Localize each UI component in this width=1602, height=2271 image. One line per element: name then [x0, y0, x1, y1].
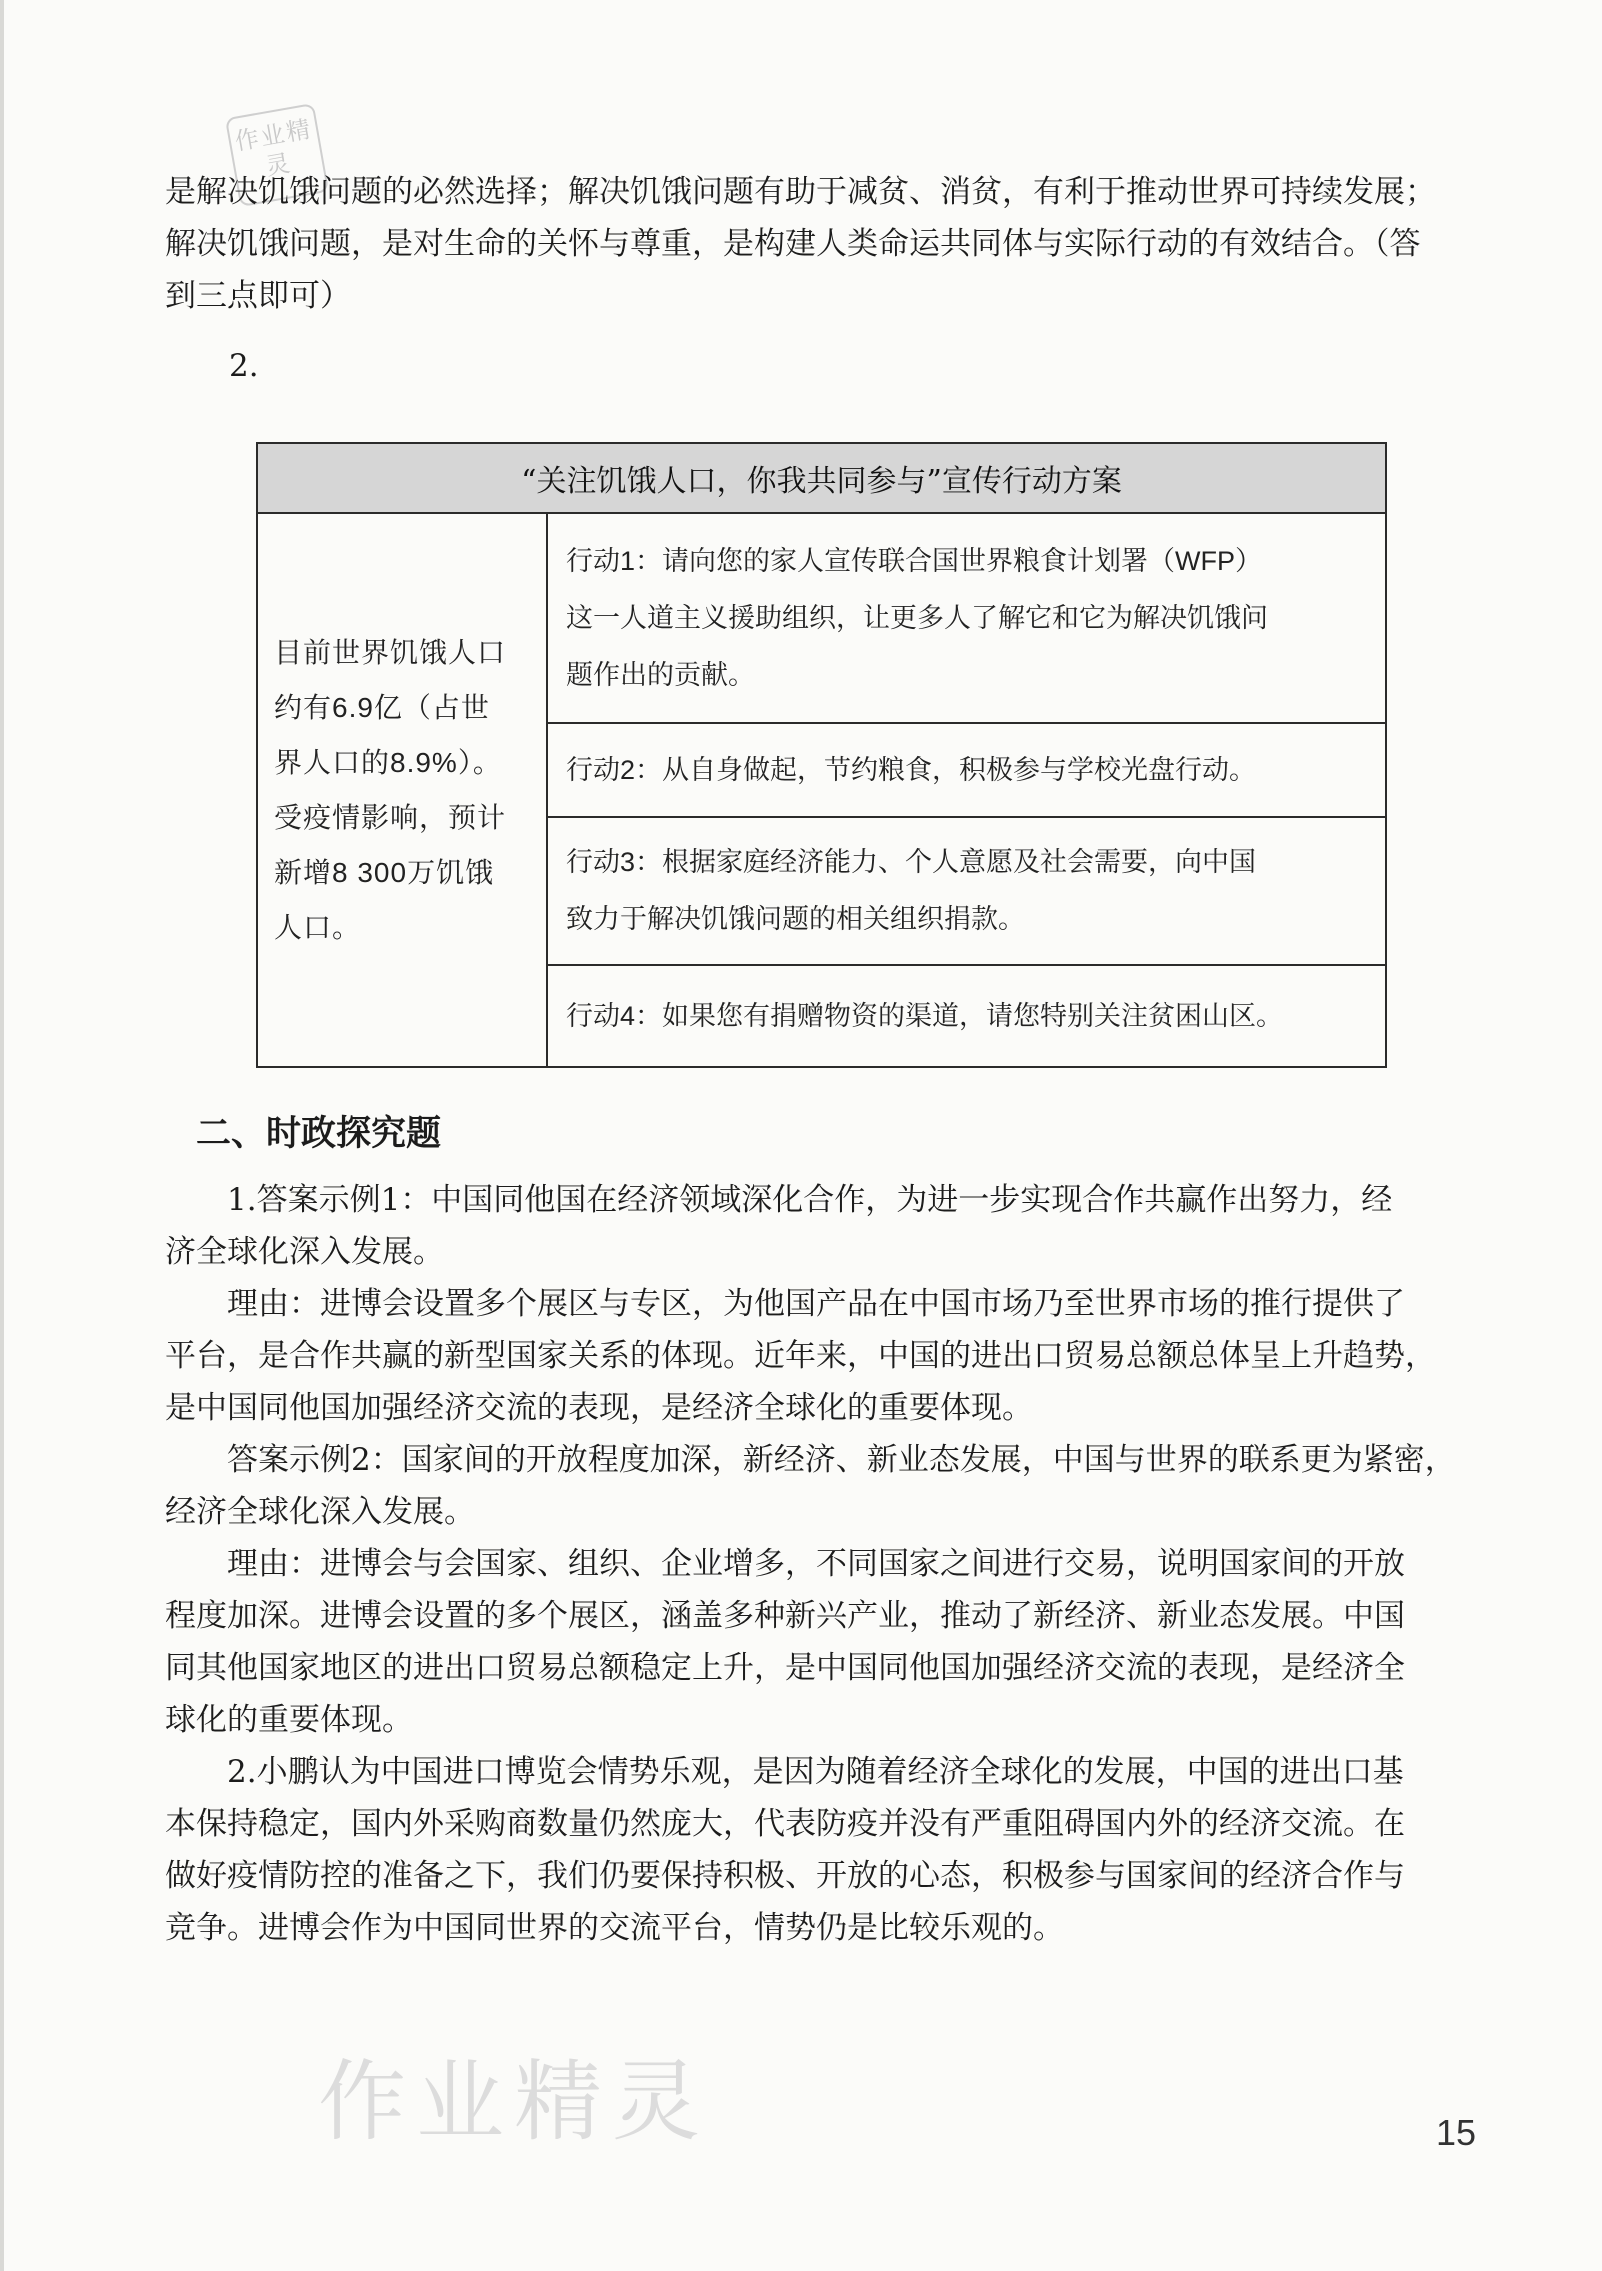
q1-example2-paragraph — [165, 1434, 1475, 1538]
fact-line: 人口。 — [274, 912, 362, 943]
section-heading: 二、时政探究题 — [196, 1114, 442, 1154]
action-plan-table — [256, 442, 1387, 1068]
fact-line: 目前世界饥饿人口 — [274, 637, 507, 668]
action-2-cell — [547, 723, 1386, 817]
text-line: 答案示例2：国家间的开放程度加深，新经济、新业态发展，中国与世界的联系更为紧密， — [227, 1442, 1456, 1478]
intro-line: 是解决饥饿问题的必然选择；解决饥饿问题有助于减贫、消贫，有利于推动世界可持续发展； — [165, 174, 1436, 210]
text-line: 经济全球化深入发展。 — [165, 1494, 475, 1530]
stamp-logo: 作业精灵 — [225, 103, 329, 207]
action-line: 这一人道主义援助组织，让更多人了解它和它为解决饥饿问 — [566, 602, 1268, 633]
fact-line: 界人口的8.9%）。 — [274, 747, 502, 778]
text-line: 1.答案示例1：中国同他国在经济领域深化合作，为进一步实现合作共赢作出努力，经 — [227, 1182, 1393, 1218]
action-line: 致力于解决饥饿问题的相关组织捐款。 — [566, 904, 1025, 934]
intro-line: 解决饥饿问题，是对生命的关怀与尊重，是构建人类命运共同体与实际行动的有效结合。（答 — [165, 226, 1421, 262]
action-line: 行动3：根据家庭经济能力、个人意愿及社会需要，向中国 — [566, 847, 1257, 877]
q1-reason2-paragraph — [165, 1538, 1475, 1746]
fact-line: 新增8 300万饥饿 — [274, 857, 495, 888]
hunger-facts-cell — [257, 513, 547, 1067]
intro-paragraph — [165, 166, 1475, 322]
q2-paragraph — [165, 1746, 1475, 1954]
action-1-cell — [547, 513, 1386, 723]
text-line: 平台，是合作共赢的新型国家关系的体现。近年来，中国的进出口贸易总额总体呈上升趋势， — [165, 1338, 1436, 1374]
text-line: 济全球化深入发展。 — [165, 1234, 444, 1270]
intro-line: 到三点即可） — [165, 278, 351, 314]
fact-line: 受疫情影响，预计 — [274, 802, 507, 833]
text-line: 同其他国家地区的进出口贸易总额稳定上升，是中国同他国加强经济交流的表现，是经济全 — [165, 1650, 1405, 1686]
text-line: 本保持稳定，国内外采购商数量仍然庞大，代表防疫并没有严重阻碍国内外的经济交流。在 — [165, 1806, 1405, 1842]
table-title: “关注饥饿人口，你我共同参与”宣传行动方案 — [257, 443, 1386, 513]
action-4-cell — [547, 965, 1386, 1067]
text-line: 理由：进博会设置多个展区与专区，为他国产品在中国市场乃至世界市场的推行提供了 — [227, 1286, 1405, 1322]
text-line: 竞争。进博会作为中国同世界的交流平台，情势仍是比较乐观的。 — [165, 1910, 1064, 1946]
action-line: 行动2：从自身做起，节约粮食，积极参与学校光盘行动。 — [566, 754, 1257, 785]
text-line: 是中国同他国加强经济交流的表现，是经济全球化的重要体现。 — [165, 1390, 1033, 1426]
watermark-logo: 作业精灵 — [318, 2050, 711, 2153]
text-line: 程度加深。进博会设置的多个展区，涵盖多种新兴产业，推动了新经济、新业态发展。中国 — [165, 1598, 1405, 1634]
action-line: 题作出的贡献。 — [566, 659, 755, 690]
q1-example1-paragraph — [165, 1174, 1475, 1278]
text-line: 做好疫情防控的准备之下，我们仍要保持积极、开放的心态，积极参与国家间的经济合作与 — [165, 1858, 1405, 1894]
page-number: 15 — [1436, 2112, 1477, 2153]
fact-line: 约有6.9亿（占世 — [274, 692, 490, 723]
scan-edge — [0, 0, 4, 2271]
q1-reason1-paragraph — [165, 1278, 1475, 1434]
text-line: 球化的重要体现。 — [165, 1702, 413, 1738]
item-number-2: 2. — [229, 348, 259, 384]
text-line: 2.小鹏认为中国进口博览会情势乐观，是因为随着经济全球化的发展，中国的进出口基 — [227, 1754, 1404, 1790]
action-3-cell — [547, 817, 1386, 965]
action-line: 行动4：如果您有捐赠物资的渠道，请您特别关注贫困山区。 — [566, 1000, 1284, 1031]
action-line: 行动1：请向您的家人宣传联合国世界粮食计划署（WFP） — [566, 545, 1263, 576]
text-line: 理由：进博会与会国家、组织、企业增多，不同国家之间进行交易，说明国家间的开放 — [227, 1546, 1405, 1582]
